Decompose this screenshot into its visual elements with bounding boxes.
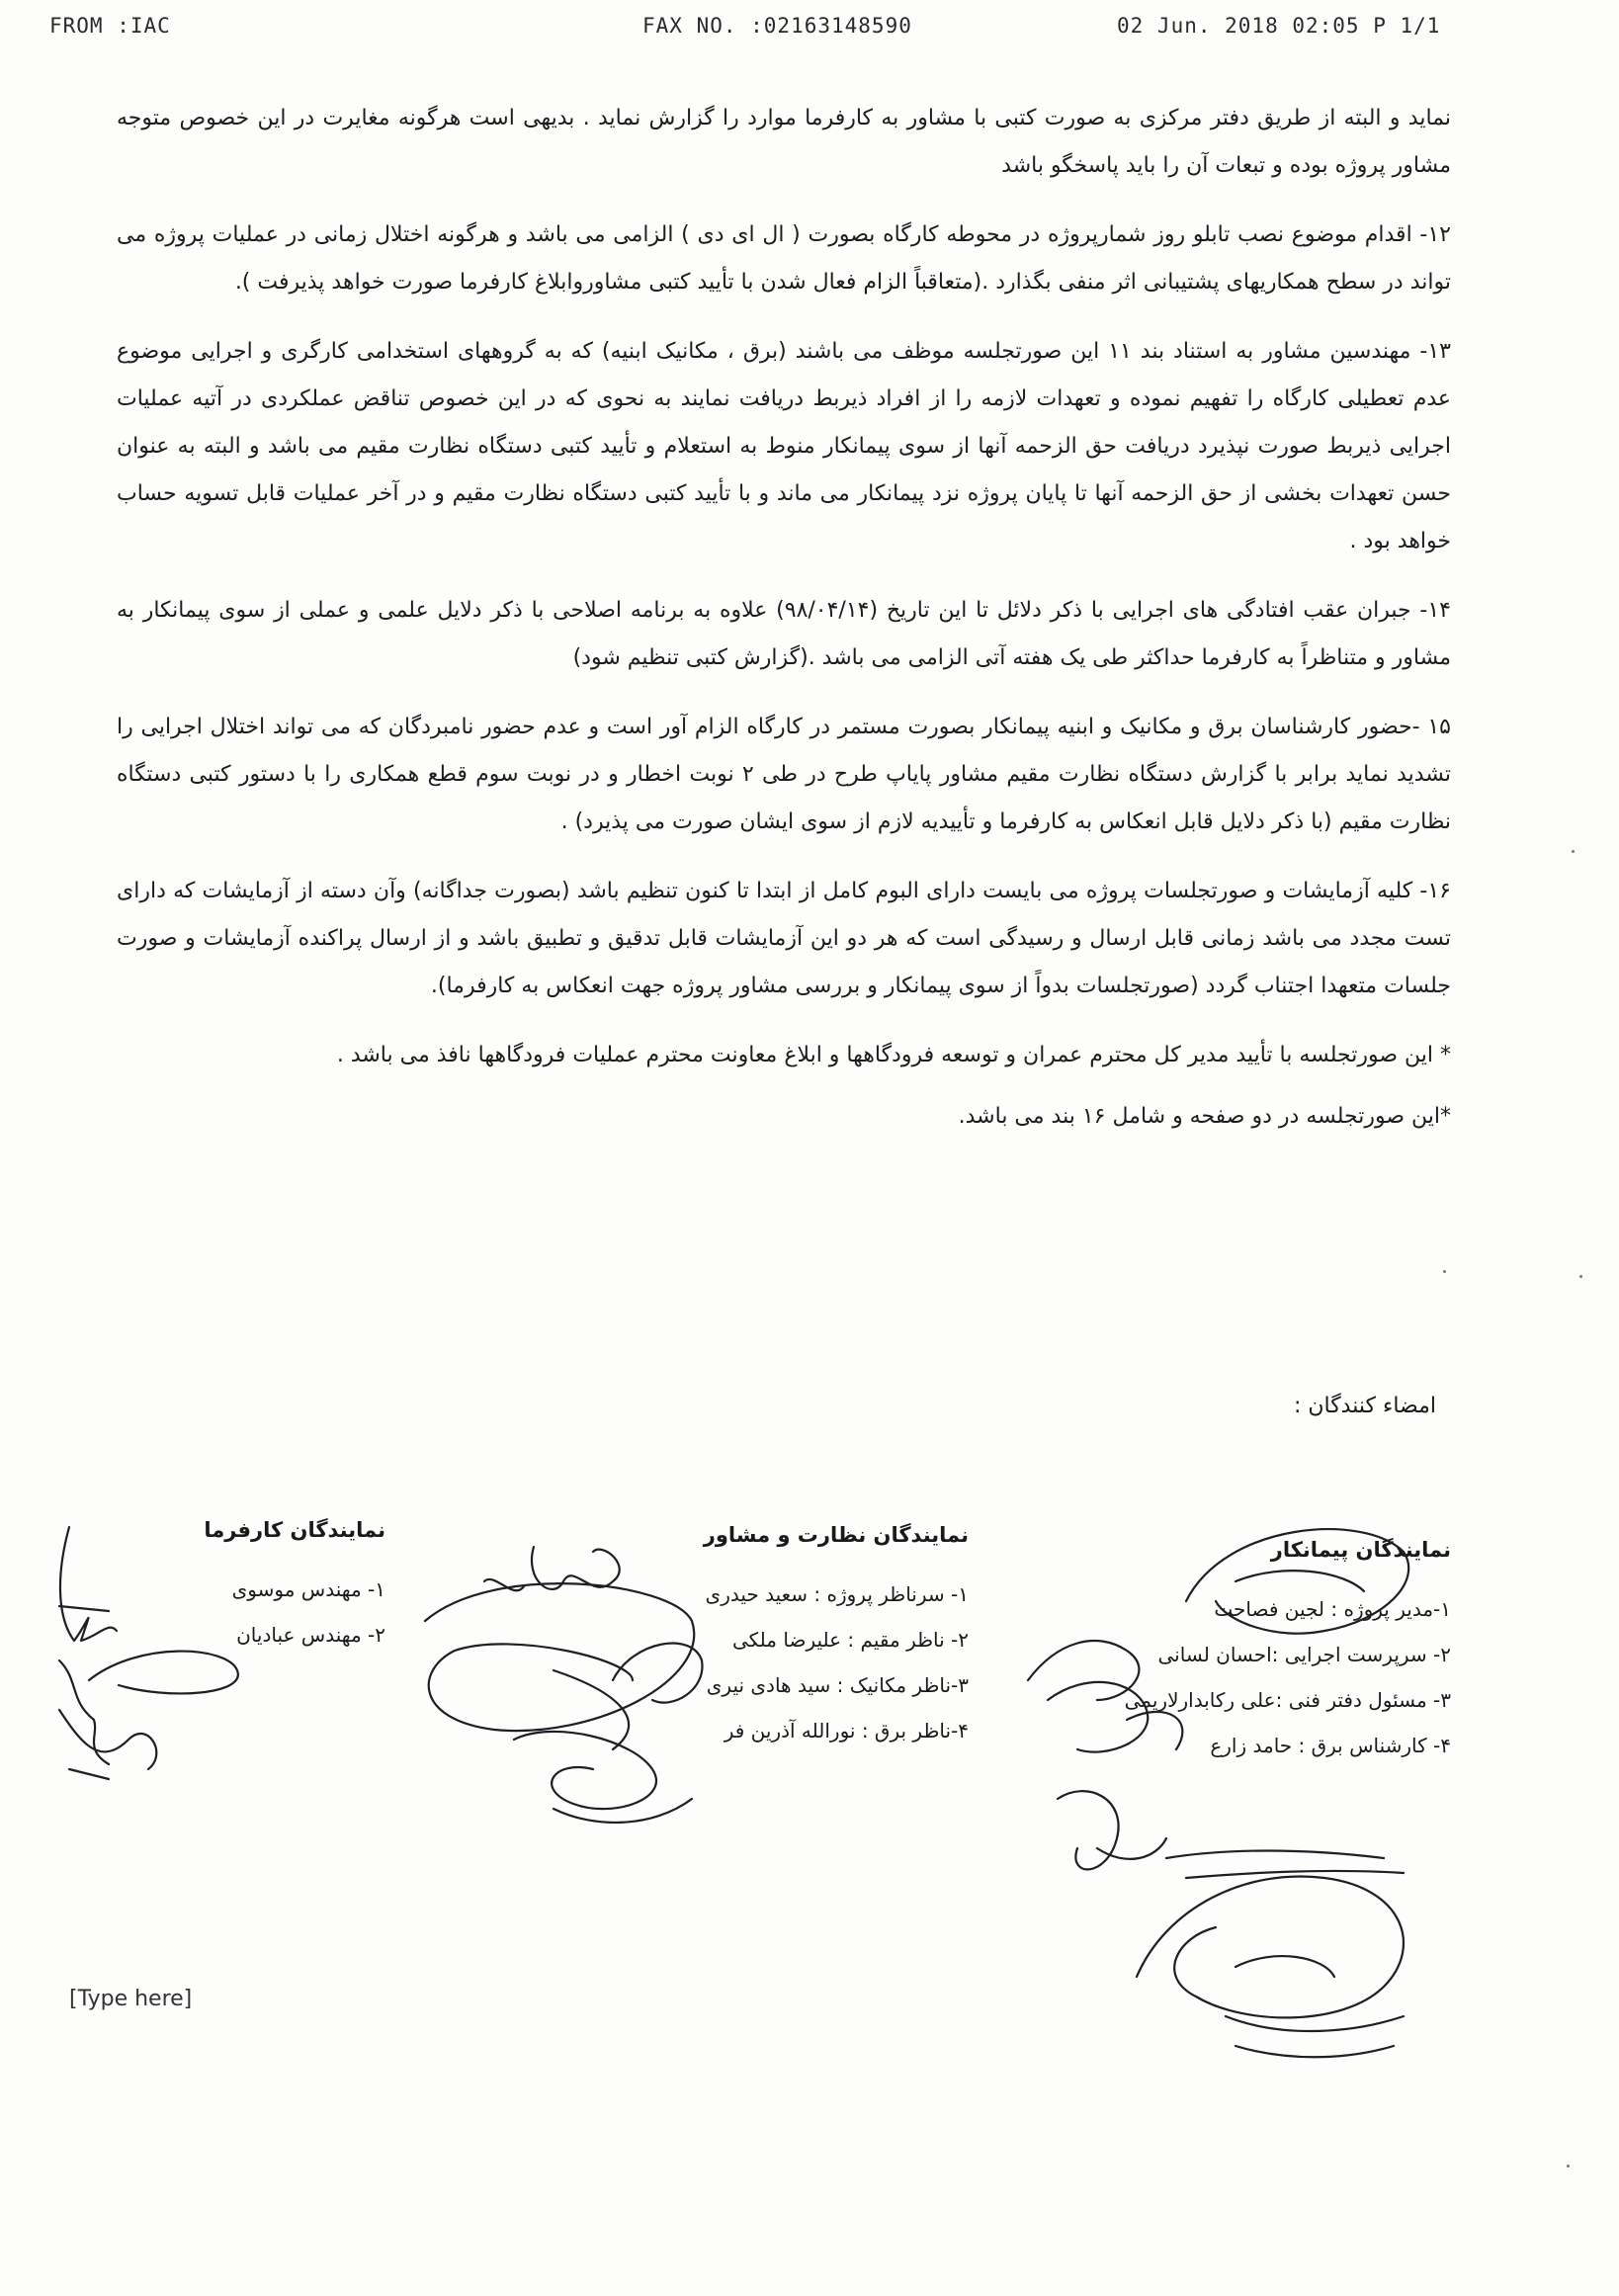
footer-placeholder: [Type here]	[69, 1987, 193, 2011]
signers-label: امضاء کنندگان :	[1293, 1394, 1436, 1418]
signature-supervision-1	[484, 1547, 620, 1590]
scan-speck	[1572, 850, 1575, 853]
paragraph-13: ۱۳- مهندسین مشاور به استناد بند ۱۱ این صورتجلسه موظف می باشند (برق ، مکانیک ابنیه) که به گروههای استخدامی کارگری و اجرایی موضوع عدم تعطیلی کارگاه را تفهیم نموده و تعهدات لازمه را از افراد ذیربط دریافت نمایند به نحوی که در این خصوص تناقض عملکردی در آتیه عملیات اجرایی ذیربط صورت نپذیرد دریافت حق الزحمه آنها از سوی پیمانکار منوط به استعلام و تأیید کتبی دستگاه نظارت مقیم می باشد و البته به عنوان حسن تعهدات بخشی از حق الزحمه آنها تا پایان پروژه نزد پیمانکار می ماند و با تأیید کتبی دستگاه نظارت مقیم و در آخر عملیات قابل تسویه حساب خواهد بود .	[117, 339, 1451, 553]
employer-member: ۱- مهندس موسوی	[231, 1577, 385, 1601]
signature-employer-1	[59, 1527, 117, 1641]
scan-speck	[1579, 1275, 1582, 1278]
note-pages: *این صورتجلسه در دو صفحه و شامل ۱۶ بند می باشد.	[958, 1104, 1451, 1129]
paragraph-16: ۱۶- کلیه آزمایشات و صورتجلسات پروژه می بایست دارای البوم کامل از ابتدا تا کنون تنظیم باشد (بصورت جداگانه) وآن دسته از آزمایشات که دارای تست مجدد می باشد زمانی قابل ارسال و رسیدگی است که هر دو این آزمایشات قابل تدقیق و تطبیق باشد و از ارسال پراکنده آزمایشات و صورت جلسات متعهدا اجتناب گردد (صورتجلسات بدواً از سوی پیمانکار و بررسی مشاور پروژه جهت انعکاس به کارفرما).	[117, 879, 1451, 998]
fax-from: FROM :IAC	[49, 14, 171, 38]
supervision-member: ۲- ناظر مقیم : علیرضا ملکی	[731, 1628, 969, 1652]
employer-title: نمایندگان کارفرما	[204, 1518, 385, 1542]
supervision-member: ۱- سرناظر پروژه : سعید حیدری	[705, 1582, 969, 1606]
supervision-member: ۴-ناظر برق : نورالله آذرین فر	[724, 1719, 969, 1743]
supervision-representatives	[633, 1512, 969, 1753]
supervision-title: نمایندگان نظارت و مشاور	[703, 1523, 969, 1547]
signature-employer-2	[59, 1652, 238, 1779]
contractor-member: ۳- مسئول دفتر فنی :علی رکابدارلاریمی	[1124, 1688, 1451, 1712]
note-approval: * این صورتجلسه با تأیید مدیر کل محترم عمران و توسعه فرودگاهها و ابلاغ معاونت محترم عملیات فرودگاهها نافذ می باشد .	[336, 1043, 1451, 1067]
fax-number: FAX NO. :02163148590	[642, 14, 912, 38]
paragraph-15: ۱۵ -حضور کارشناسان برق و مکانیک و ابنیه پیمانکار بصورت مستمر در کارگاه الزام آور است و عدم حضور نامبردگان که می تواند اختلال اجرایی را تشدید نماید برابر با گزارش دستگاه نظارت مقیم مشاور پایاپ طرح در طی ۲ نوبت اخطار و در نوبت سوم قطع همکاری را با دستور کتبی دستگاه نظارت مقیم (با ذکر دلایل قابل انعکاس به کارفرما و تأییدیه لازم از سوی ایشان صورت می پذیرد) .	[117, 715, 1451, 834]
scan-speck	[1443, 1270, 1446, 1273]
paragraph-continuation: نماید و البته از طریق دفتر مرکزی به صورت کتبی با مشاور به کارفرما موارد را گزارش نماید . بدیهی است هرگونه مغایرت در این خصوص متوجه مشاور پروژه بوده و تبعات آن را باید پاسخگو باشد	[117, 106, 1451, 178]
fax-date: 02 Jun. 2018 02:05 P 1/1	[1117, 14, 1441, 38]
signature-contractor-4	[1137, 1876, 1404, 2017]
scan-speck	[1567, 2165, 1570, 2168]
employer-representatives	[148, 1507, 385, 1658]
employer-member: ۲- مهندس عبادیان	[236, 1623, 385, 1647]
document-body	[117, 95, 1451, 1154]
contractor-member: ۱-مدیر پروژه : لجین فصاحت	[1214, 1597, 1451, 1621]
fax-header	[49, 14, 1483, 45]
paragraph-14: ۱۴- جبران عقب افتادگی های اجرایی با ذکر دلائل تا این تاریخ (۹۸/۰۴/۱۴) علاوه به برنامه اصلاحی با ذکر دلایل علمی و عملی از سوی پیمانکار به مشاور و متناظراً به کارفرما حداکثر طی یک هفته آتی الزامی می باشد .(گزارش کتبی تنظیم شود)	[117, 598, 1451, 670]
contractor-representatives	[1095, 1527, 1451, 1768]
paragraph-12: ۱۲- اقدام موضوع نصب تابلو روز شمارپروژه در محوطه کارگاه بصورت ( ال ای دی ) الزامی می باشد و هرگونه اختلال زمانی در عملیات پروژه می تواند در سطح همکاریهای پشتیبانی اثر منفی بگذارد .(متعاقباً الزام فعال شدن با تأیید کتبی مشاوروابلاغ کارفرما صورت خواهد پذیرفت ).	[117, 222, 1451, 295]
contractor-title: نمایندگان پیمانکار	[1270, 1538, 1451, 1562]
contractor-member: ۴- کارشناس برق : حامد زارع	[1210, 1734, 1451, 1757]
contractor-member: ۲- سرپرست اجرایی :احسان لسانی	[1157, 1643, 1451, 1666]
signature-contractor-3	[1058, 1791, 1166, 1869]
supervision-member: ۳-ناظر مکانیک : سید هادی نیری	[706, 1673, 969, 1697]
